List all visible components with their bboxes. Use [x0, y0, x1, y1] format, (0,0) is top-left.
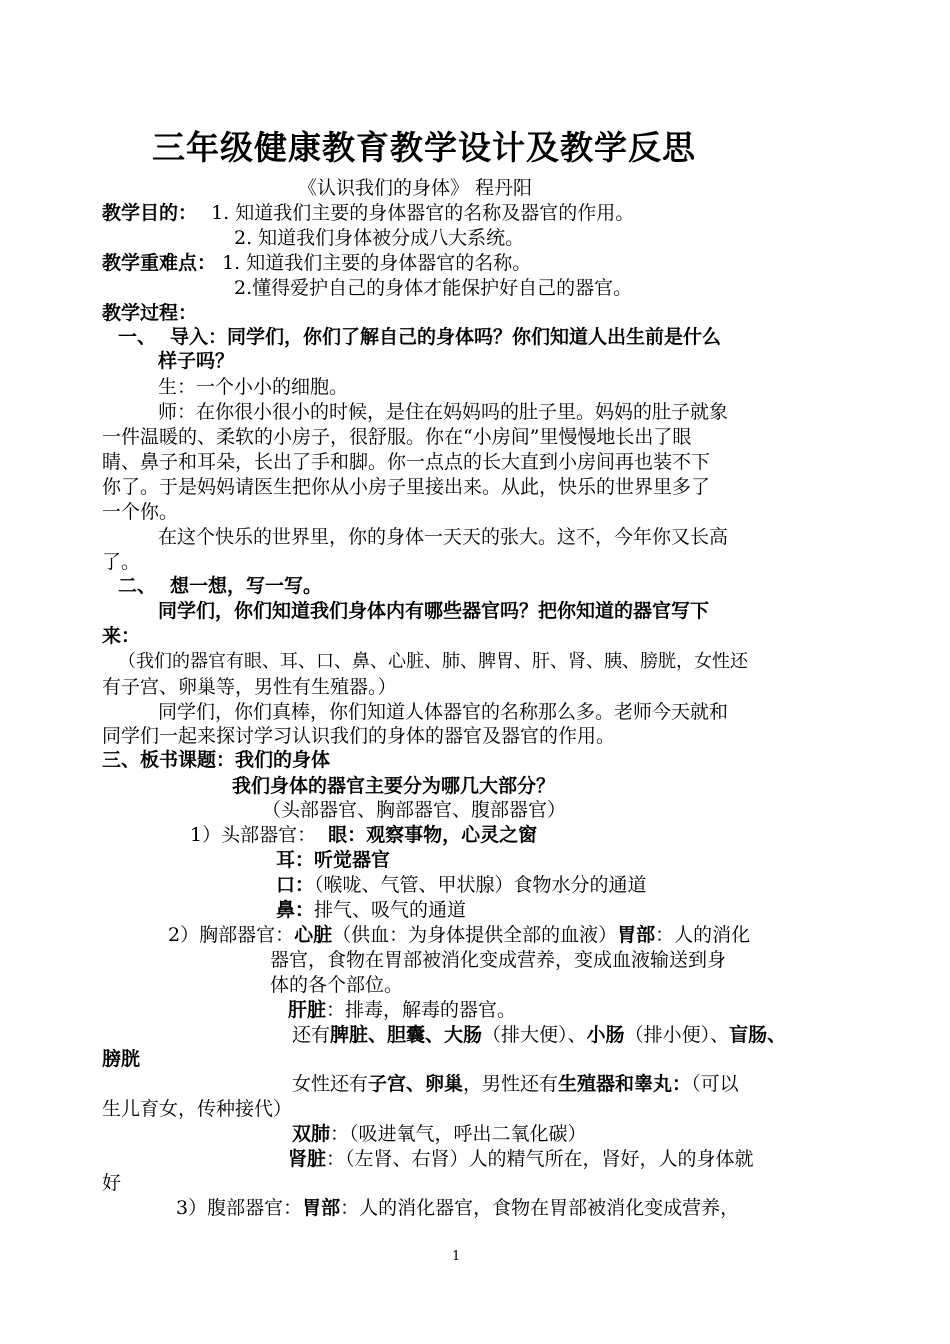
sec1-number: 一、: [118, 326, 157, 348]
also-text: 还有: [292, 1024, 331, 1046]
subtitle: 《认识我们的身体》 程丹阳: [298, 177, 533, 199]
stomach-text-1: ：人的消化: [655, 924, 751, 946]
sec1-teacher-6: 在这个快乐的世界里，你的身体一天天的张大。这不，今年你又长高: [158, 526, 729, 548]
sec1-teacher-7: 了。: [102, 551, 141, 573]
genital-label: 生殖器和睾丸：: [558, 1073, 692, 1095]
uterus-label: 子宫、卵巢: [368, 1073, 464, 1095]
ear-text: 耳：听觉器官: [276, 849, 391, 871]
stomach-text-2: 器官，食物在胃部被消化变成营养，变成血液输送到身: [270, 949, 727, 971]
sec1-student: 生：一个小小的细胞。: [158, 376, 349, 398]
kidney-text-2: 好: [102, 1172, 122, 1194]
key-label: 教学重难点：: [102, 252, 217, 274]
belly-organs-line: [176, 1196, 739, 1220]
stomach-label: 胃部: [617, 924, 656, 946]
process-label: 教学过程：: [102, 302, 198, 324]
goal-item-2: 2. 知道我们身体被分成八大系统。: [234, 227, 525, 249]
genital-text-1: （可以: [691, 1073, 739, 1095]
small-intestine-label: 小肠: [586, 1024, 625, 1046]
sec1-teacher-3: 睛、鼻子和耳朵，长出了手和脚。你一点点的长大直到小房间再也装不下: [102, 451, 711, 473]
kidney-line: [288, 1147, 754, 1171]
key-item-1: 1. 知道我们主要的身体器官的名称。: [222, 252, 532, 274]
sec2-question-1: 同学们，你们知道我们身体内有哪些器官吗？把你知道的器官写下: [158, 600, 710, 622]
mouth-label: 口：: [276, 874, 315, 896]
sec1-teacher-5: 一个你。: [102, 501, 179, 523]
sec2-answer-2: 有子宫、卵巢等，男性有生殖器。）: [102, 676, 397, 698]
head-organs-line: [190, 823, 537, 847]
heart-text: （供血：为身体提供全部的血液）: [332, 924, 618, 946]
genital-text-2: 生儿育女，传种接代）: [102, 1098, 293, 1120]
spleen-label: 脾脏、胆囊、大肠: [330, 1024, 483, 1046]
kidney-label: 肾脏: [288, 1148, 327, 1170]
nose-label: 鼻：: [276, 899, 315, 921]
belly-organs-label: 3）腹部器官：: [176, 1197, 303, 1219]
reproductive-line: [292, 1072, 739, 1096]
sec1-line-1: 导入：同学们，你们了解自己的身体吗？你们知道人出生前是什么: [170, 326, 722, 348]
sec3-title: 三、板书课题：我们的身体: [102, 749, 331, 771]
belly-stomach-text: ：人的消化器官，食物在胃部被消化变成营养，: [340, 1197, 740, 1219]
sec2-para-1: 同学们，你们真棒，你们知道人体器官的名称那么多。老师今天就和: [158, 701, 729, 723]
mouth-text: （喉咙、气管、甲状腺）食物水分的通道: [314, 874, 647, 896]
key-item-2: 2.懂得爱护自己的身体才能保护好自己的器官。: [234, 277, 633, 299]
eye-text: 眼：观察事物，心灵之窗: [328, 824, 538, 846]
kidney-text-1: ：（左肾、右肾）人的精气所在，肾好，人的身体就: [326, 1148, 754, 1170]
male-text: ，男性还有: [463, 1073, 559, 1095]
nose-text: 排气、吸气的通道: [314, 899, 467, 921]
lungs-label: 双肺: [292, 1123, 331, 1145]
sec1-teacher-1: 师：在你很小很小的时候，是住在妈妈吗的肚子里。妈妈的肚子就象: [158, 401, 729, 423]
sec2-answer-1: （我们的器官有眼、耳、口、鼻、心脏、肺、脾胃、肝、肾、胰、膀胱，女性还: [118, 651, 748, 672]
key-line-1: [102, 251, 531, 275]
sec2-title: 想一想，写一写。: [170, 575, 323, 597]
sec1-teacher-2: 一件温暖的、柔软的小房子，很舒服。你在“小房间”里慢慢地长出了眼: [102, 426, 692, 448]
spleen-text: （排大便）、: [482, 1024, 587, 1046]
belly-stomach-label: 胃部: [302, 1197, 341, 1219]
cecum-label: 盲肠、: [729, 1024, 787, 1046]
sec2-para-2: 同学们一起来探讨学习认识我们的身体的器官及器官的作用。: [102, 725, 616, 747]
sec2-number: 二、: [118, 575, 157, 597]
page-title: 三年级健康教育教学设计及教学反思: [152, 128, 696, 167]
sec2-question-2: 来：: [102, 625, 141, 647]
liver-line: [288, 998, 516, 1022]
lungs-text: ：（吸进氧气，呼出二氧化碳）: [330, 1123, 587, 1145]
page-number: 1: [452, 1249, 461, 1264]
mouth-line: [276, 873, 647, 897]
bladder-label: 膀胱: [102, 1048, 141, 1070]
lungs-line: [292, 1122, 587, 1146]
heart-label: 心脏: [294, 924, 333, 946]
stomach-text-3: 体的各个部位。: [270, 974, 404, 996]
goal-line-1: [102, 201, 634, 225]
liver-label: 肝脏: [288, 999, 327, 1021]
nose-line: [276, 898, 466, 922]
chest-organs-label: 2）胸部器官：: [168, 924, 295, 946]
sec1-teacher-4: 你了。于是妈妈请医生把你从小房子里接出来。从此，快乐的世界里多了: [102, 476, 711, 498]
head-organs-label: 1）头部器官：: [190, 824, 317, 846]
sec3-parts: （头部器官、胸部器官、腹部器官）: [262, 799, 567, 821]
sec1-line-2: 样子吗？: [158, 350, 235, 372]
small-intestine-text: （排小便）、: [624, 1024, 730, 1046]
goal-item-1: 1. 知道我们主要的身体器官的名称及器官的作用。: [211, 202, 635, 224]
other-organs-line: [292, 1023, 786, 1047]
chest-organs-line: [168, 923, 750, 947]
goal-label: 教学目的：: [102, 202, 198, 224]
female-text: 女性还有: [292, 1073, 369, 1095]
liver-text: ：排毒，解毒的器官。: [326, 999, 517, 1021]
sec3-question: 我们身体的器官主要分为哪几大部分？: [232, 775, 556, 797]
